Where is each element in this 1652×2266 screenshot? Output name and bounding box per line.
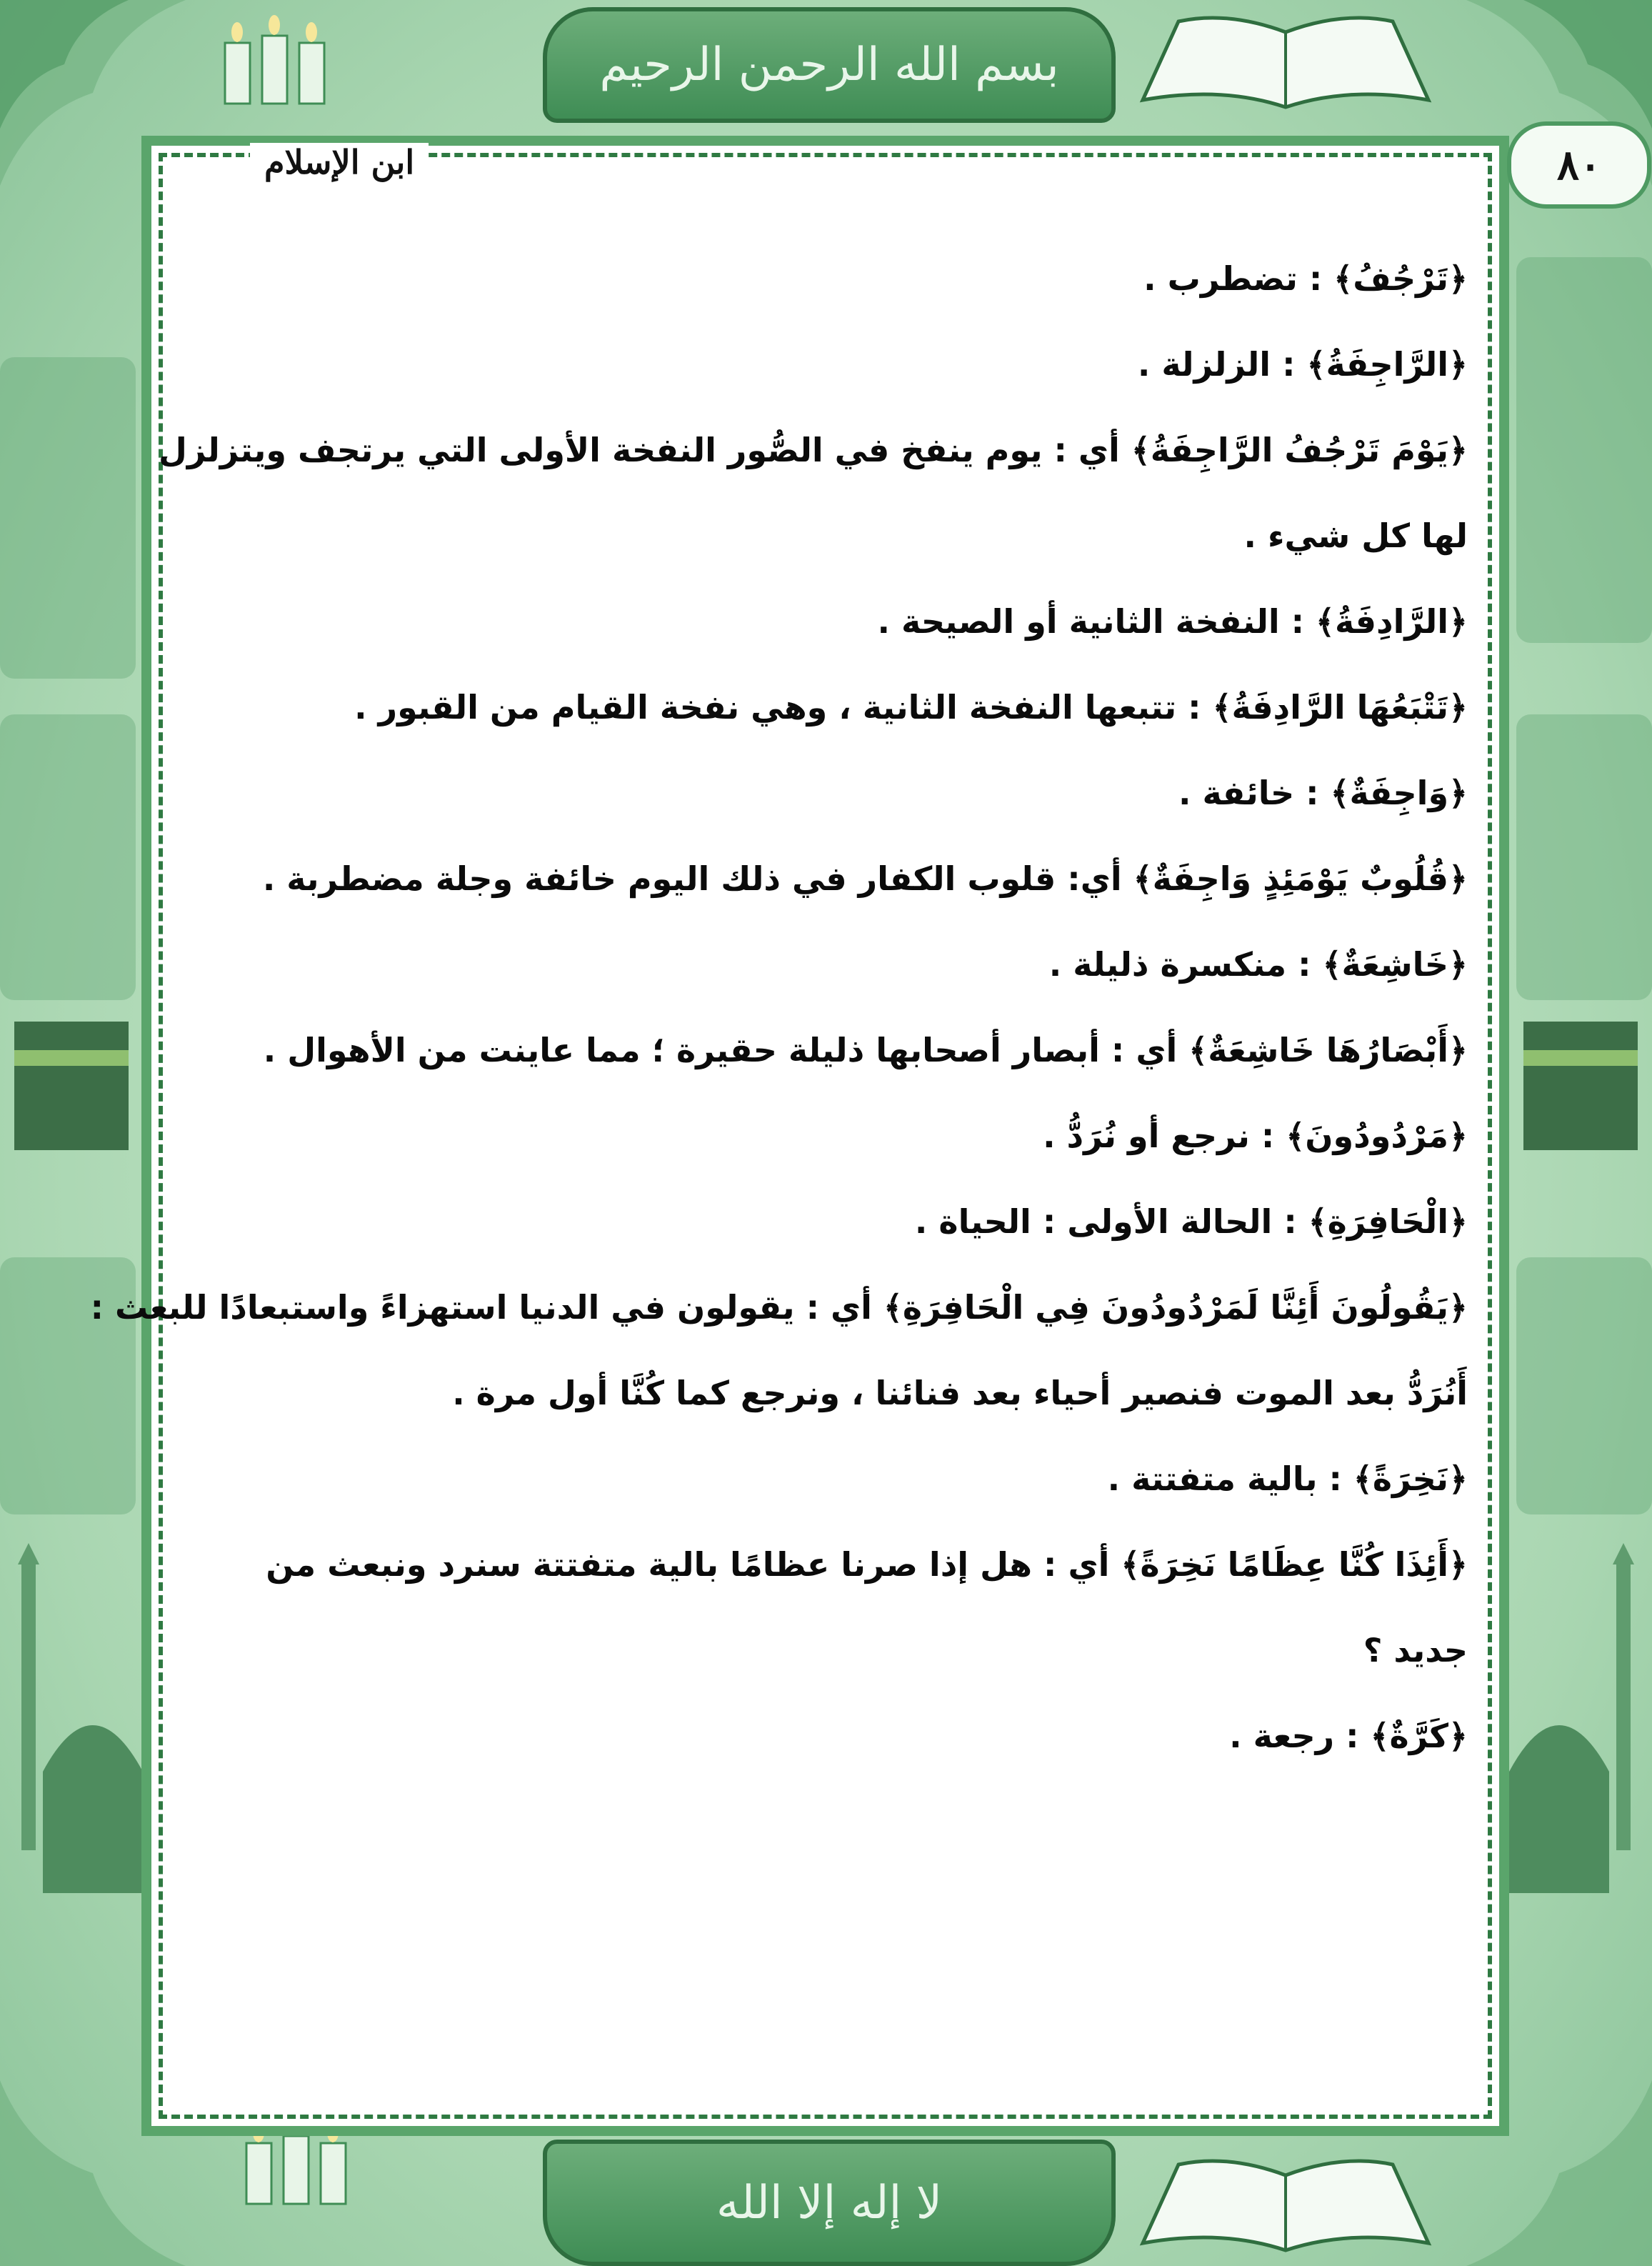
side-calligraphy-panel: [1516, 1257, 1652, 1514]
text-line: جديد ؟: [1363, 1631, 1468, 1669]
kaaba-icon: [1516, 993, 1652, 1164]
page-number: ٨٠: [1507, 121, 1651, 209]
text-line: ﴿تَتْبَعُهَا الرَّادِفَةُ﴾ : تتبعها النفخة الثانية ، وهي نفخة القيام من القبور .: [354, 688, 1468, 727]
text-line: أَنُرَدُّ بعد الموت فنصير أحياء بعد فنائنا ، ونرجع كما كُنَّا أول مرة .: [452, 1374, 1468, 1412]
text-line: ﴿الرَّادِفَةُ﴾ : النفخة الثانية أو الصيحة .: [877, 602, 1468, 641]
text-line: ﴿وَاجِفَةٌ﴾ : خائفة .: [1178, 774, 1468, 812]
mosque-dome-icon: [1509, 1536, 1652, 1893]
page-text: [90, 236, 1468, 1779]
book-title: ابن الإسلام: [250, 143, 429, 181]
top-calligraphy-banner: [543, 7, 1116, 123]
side-calligraphy-panel: [1516, 257, 1652, 643]
side-calligraphy-panel: [0, 357, 136, 679]
text-line: ﴿الرَّاجِفَةُ﴾ : الزلزلة .: [1137, 345, 1468, 384]
bottom-calligraphy-banner: [543, 2140, 1116, 2266]
text-line: ﴿الْحَافِرَةِ﴾ : الحالة الأولى : الحياة .: [914, 1202, 1468, 1241]
text-line: ﴿يَوْمَ تَرْجُفُ الرَّاجِفَةُ﴾ أي : يوم ينفخ في الصُّور النفخة الأولى التي يرتجف ويتزلزل: [158, 431, 1468, 469]
bottom-banner-text: لا إله إلا الله: [716, 2176, 943, 2230]
side-calligraphy-panel: [0, 714, 136, 1000]
text-line: ﴿يَقُولُونَ أَئِنَّا لَمَرْدُودُونَ فِي الْحَافِرَةِ﴾ أي : يقولون في الدنيا استهزاءً واستبعادًا للبعث :: [90, 1288, 1468, 1327]
text-line: ﴿أَئِذَا كُنَّا عِظَامًا نَخِرَةً﴾ أي : هل إذا صرنا عظامًا بالية متفتتة سنرد ونبعث من: [266, 1545, 1468, 1584]
text-line: ﴿نَخِرَةً﴾ : بالية متفتتة .: [1107, 1459, 1468, 1498]
text-line: ﴿خَاشِعَةٌ﴾ : منكسرة ذليلة .: [1048, 945, 1468, 984]
text-line: ﴿قُلُوبٌ يَوْمَئِذٍ وَاجِفَةٌ﴾ أي: قلوب الكفار في ذلك اليوم خائفة وجلة مضطربة .: [262, 859, 1468, 898]
text-line: ﴿مَرْدُودُونَ﴾ : نرجع أو نُرَدُّ .: [1043, 1117, 1468, 1155]
candles-icon: [214, 14, 336, 107]
open-book-icon: [1136, 7, 1436, 114]
text-line: ﴿أَبْصَارُهَا خَاشِعَةٌ﴾ أي : أبصار أصحابها ذليلة حقيرة ؛ مما عاينت من الأهوال .: [263, 1031, 1468, 1069]
text-line: ﴿تَرْجُفُ﴾ : تضطرب .: [1143, 259, 1468, 298]
text-line: ﴿كَرَّةٌ﴾ : رجعة .: [1229, 1717, 1468, 1755]
mosque-dome-icon: [0, 1536, 143, 1893]
open-book-icon: [1136, 2150, 1436, 2257]
side-calligraphy-panel: [1516, 714, 1652, 1000]
top-banner-text: بسم الله الرحمن الرحيم: [599, 39, 1059, 91]
kaaba-icon: [0, 993, 143, 1164]
text-line: لها كل شيء .: [1243, 516, 1468, 555]
